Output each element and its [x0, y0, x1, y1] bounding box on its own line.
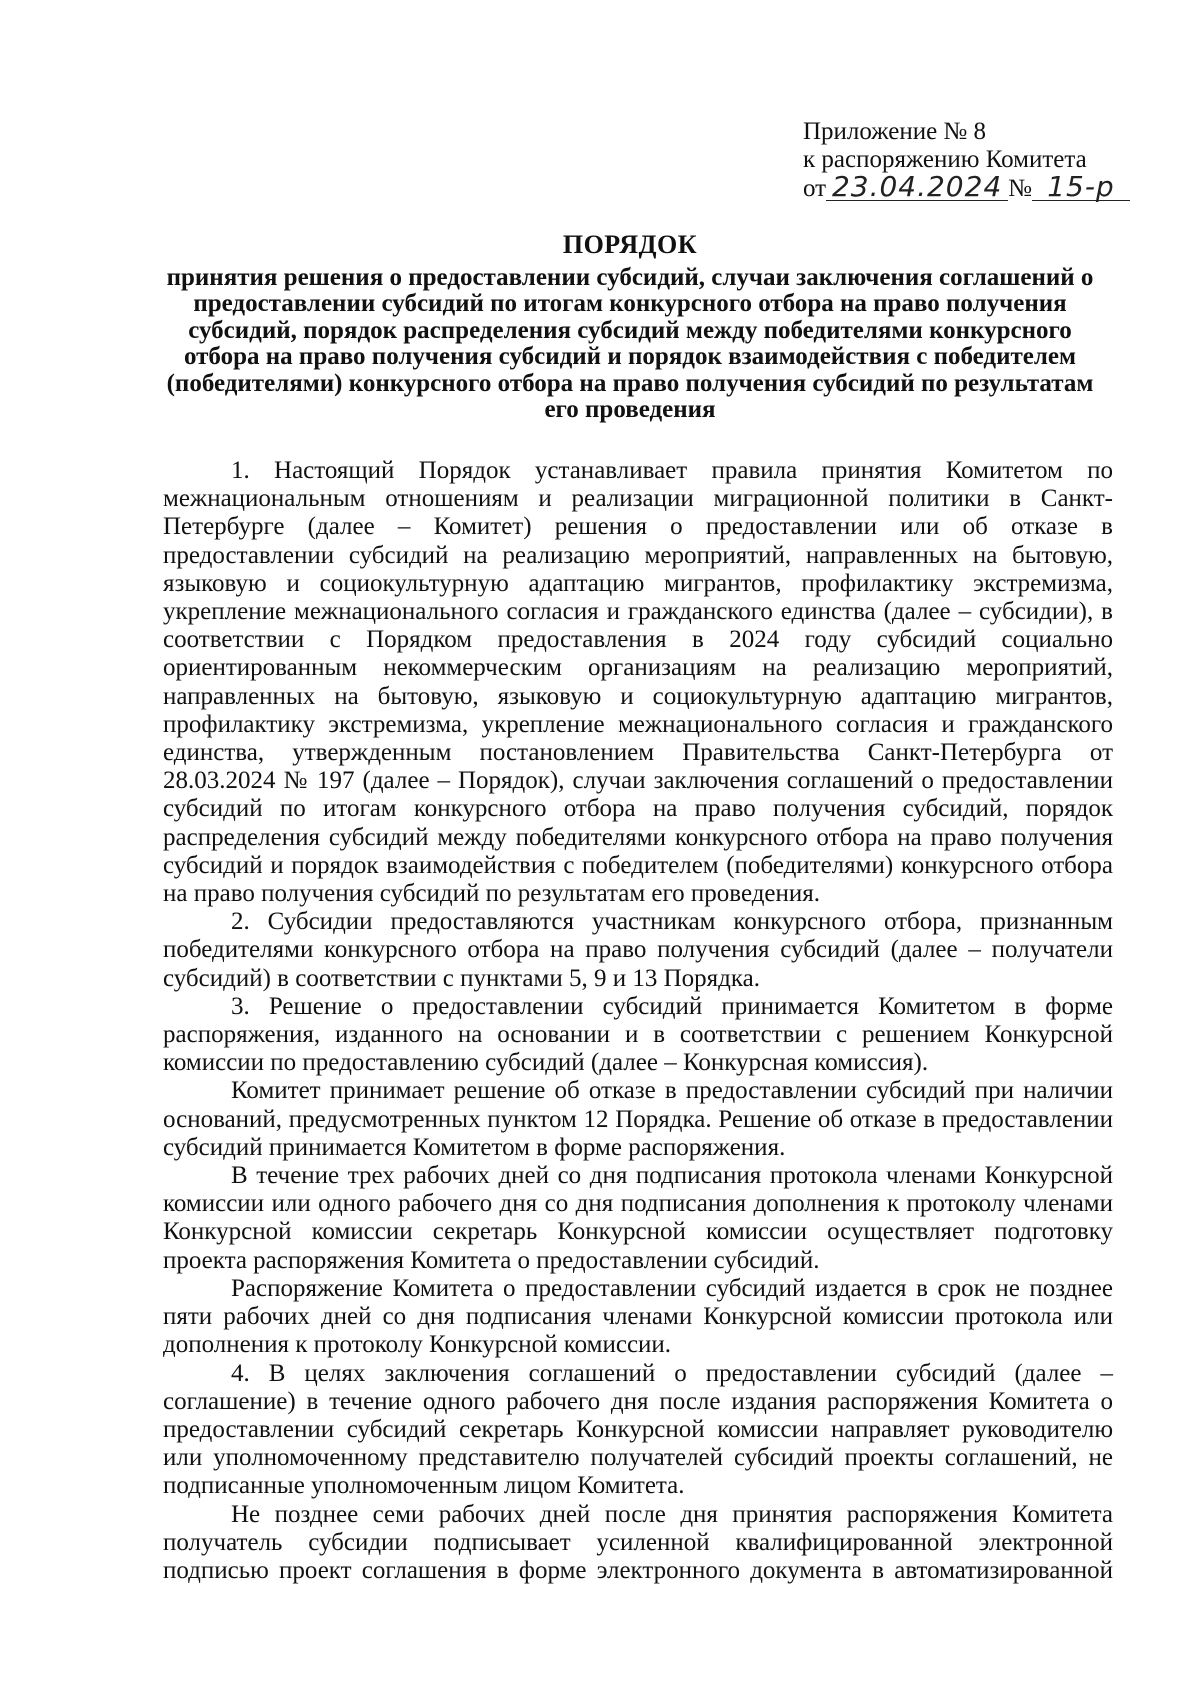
title-main: ПОРЯДОК — [562, 230, 698, 259]
number-prefix: № — [1008, 175, 1032, 202]
paragraph-2: 2. Субсидии предоставляются участникам конкурсного отбора, признанным победителями конкурсного отбора на право получения субсидий (далее – получатели субсидий) в соответствии с пунктами 5, 9 и 13 Порядка. — [163, 908, 1113, 992]
appendix-order-ref: к распоряжению Комитета — [803, 146, 1087, 173]
appendix-number: Приложение № 8 — [803, 118, 987, 145]
from-prefix: от — [803, 175, 827, 202]
appendix-date-line — [803, 170, 1130, 203]
handwritten-date: 23.04.2024 — [826, 174, 1008, 201]
document-body — [163, 457, 1113, 1585]
paragraph-6: Распоряжение Комитета о предоставлении субсидий издается в срок не позднее пяти рабочих дней со дня подписания членами Конкурсной комиссии протокола или дополнения к протоколу Конкурсной комиссии. — [163, 1274, 1113, 1359]
paragraph-5: В течение трех рабочих дней со дня подписания протокола членами Конкурсной комиссии или одного рабочего дня со дня подписания дополнения к протоколу членами Конкурсной комиссии секретарь Конкурсной комиссии осуществляет подготовку проекта распоряжения Комитета о предоставлении субсидий. — [163, 1162, 1113, 1274]
title-subtitle: принятия решения о предоставлении субсидий, случаи заключения соглашений о предоставлении субсидий по итогам конкурсного отбора на право получения субсидий, порядок распределения субсидий между победителями конкурсного отбора на право получения субсидий и порядок взаимодействия с победителем (победителями) конкурсного отбора на право получения субсидий по результатам его проведения — [166, 263, 1094, 423]
appendix-header — [803, 118, 1130, 203]
document-title — [150, 232, 1110, 424]
paragraph-8: Не позднее семи рабочих дней после дня принятия распоряжения Комитета получатель субсидии подписывает усиленной квалифицированной электронной подписью проект соглашения в форме электронного документа в автоматизированной — [163, 1500, 1113, 1584]
paragraph-1: 1. Настоящий Порядок устанавливает правила принятия Комитетом по межнациональным отношениям и реализации миграционной политики в Санкт-Петербурге (далее – Комитет) решения о предоставлении или об отказе в предоставлении субсидий на реализацию мероприятий, направленных на бытовую, языковую и социокультурную адаптацию мигрантов, профилактику экстремизма, укрепление межнационального согласия и гражданского единства (далее – субсидии), в соответствии с Порядком предоставления в 2024 году субсидий социально ориентированным некоммерческим организациям на реализацию мероприятий, направленных на бытовую, языковую и социокультурную адаптацию мигрантов, профилактику экстремизма, укрепление межнационального согласия и гражданского единства, утвержденным постановлением Правительства Санкт-Петербурга от 28.03.2024 № 197 (далее – Порядок), случаи заключения соглашений о предоставлении субсидий по итогам конкурсного отбора на право получения субсидий, порядок распределения субсидий между победителями конкурсного отбора на право получения субсидий и порядок взаимодействия с победителем (победителями) конкурсного отбора на право получения субсидий по результатам его проведения. — [163, 457, 1113, 908]
paragraph-4: Комитет принимает решение об отказе в предоставлении субсидий при наличии оснований, предусмотренных пунктом 12 Порядка. Решение об отказе в предоставлении субсидий принимается Комитетом в форме распоряжения. — [163, 1077, 1113, 1161]
handwritten-number: 15-р — [1032, 174, 1130, 201]
paragraph-3: 3. Решение о предоставлении субсидий принимается Комитетом в форме распоряжения, изданного на основании и в соответствии с решением Конкурсной комиссии по предоставлению субсидий (далее – Конкурсная комиссия). — [163, 992, 1113, 1077]
paragraph-7: 4. В целях заключения соглашений о предоставлении субсидий (далее – соглашение) в течение одного рабочего дня после издания распоряжения Комитета о предоставлении субсидий секретарь Конкурсной комиссии направляет руководителю или уполномоченному представителю получателей субсидий проекты соглашений, не подписанные уполномоченным лицом Комитета. — [163, 1359, 1113, 1500]
